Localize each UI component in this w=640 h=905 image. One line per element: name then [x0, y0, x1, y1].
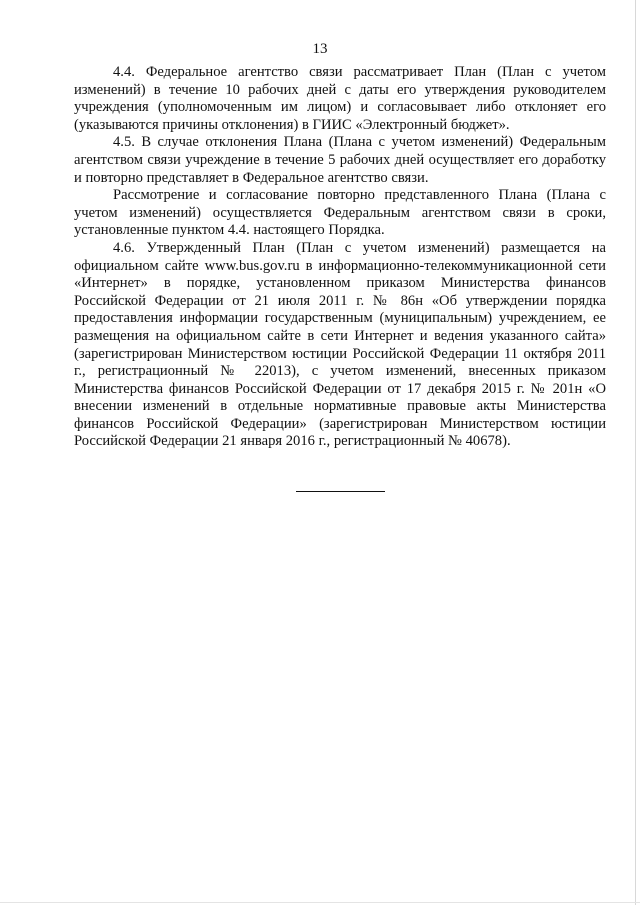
scan-edge-bottom — [0, 902, 640, 903]
paragraph-review: Рассмотрение и согласование повторно представленного Плана (Плана с учетом изменений) осуществляется Федеральным агентством связи в сроки, установленные пунктом 4.4. настоящего Порядка. — [74, 187, 606, 239]
paragraph-4-5: 4.5. В случае отклонения Плана (Плана с учетом изменений) Федеральным агентством связи учреждение в течение 5 рабочих дней осуществляет его доработку и повторно представляет в Федеральное агентство связи. — [74, 134, 606, 186]
page-number: 13 — [312, 41, 328, 57]
document-body — [74, 64, 606, 451]
paragraph-4-4: 4.4. Федеральное агентство связи рассматривает План (План с учетом изменений) в течение 10 рабочих дней с даты его утверждения руководителем учреждения (уполномоченным им лицом) и согласовывает либо отклоняет его (указываются причины отклонения) в ГИИС «Электронный бюджет». — [74, 64, 606, 133]
scan-edge-right — [635, 0, 636, 905]
end-separator-line — [296, 491, 385, 492]
paragraph-4-6: 4.6. Утвержденный План (План с учетом изменений) размещается на официальном сайте www.bus.gov.ru в информационно-телекоммуникационной сети «Интернет» в порядке, установленном приказом Министерства финансов Российской Федерации от 21 июля 2011 г. № 86н «Об утверждении порядка предоставления информации государственным (муниципальным) учреждением, ее размещения на официальном сайте в сети Интернет и ведения указанного сайта» (зарегистрирован Министерством юстиции Российской Федерации 11 октября 2011 г., регистрационный № 22013), с учетом изменений, внесенных приказом Министерства финансов Российской Федерации от 17 декабря 2015 г. № 201н «О внесении изменений в отдельные нормативные правовые акты Министерства финансов Российской Федерации» (зарегистрирован Министерством юстиции Российской Федерации 21 января 2016 г., регистрационный № 40678). — [74, 239, 606, 450]
